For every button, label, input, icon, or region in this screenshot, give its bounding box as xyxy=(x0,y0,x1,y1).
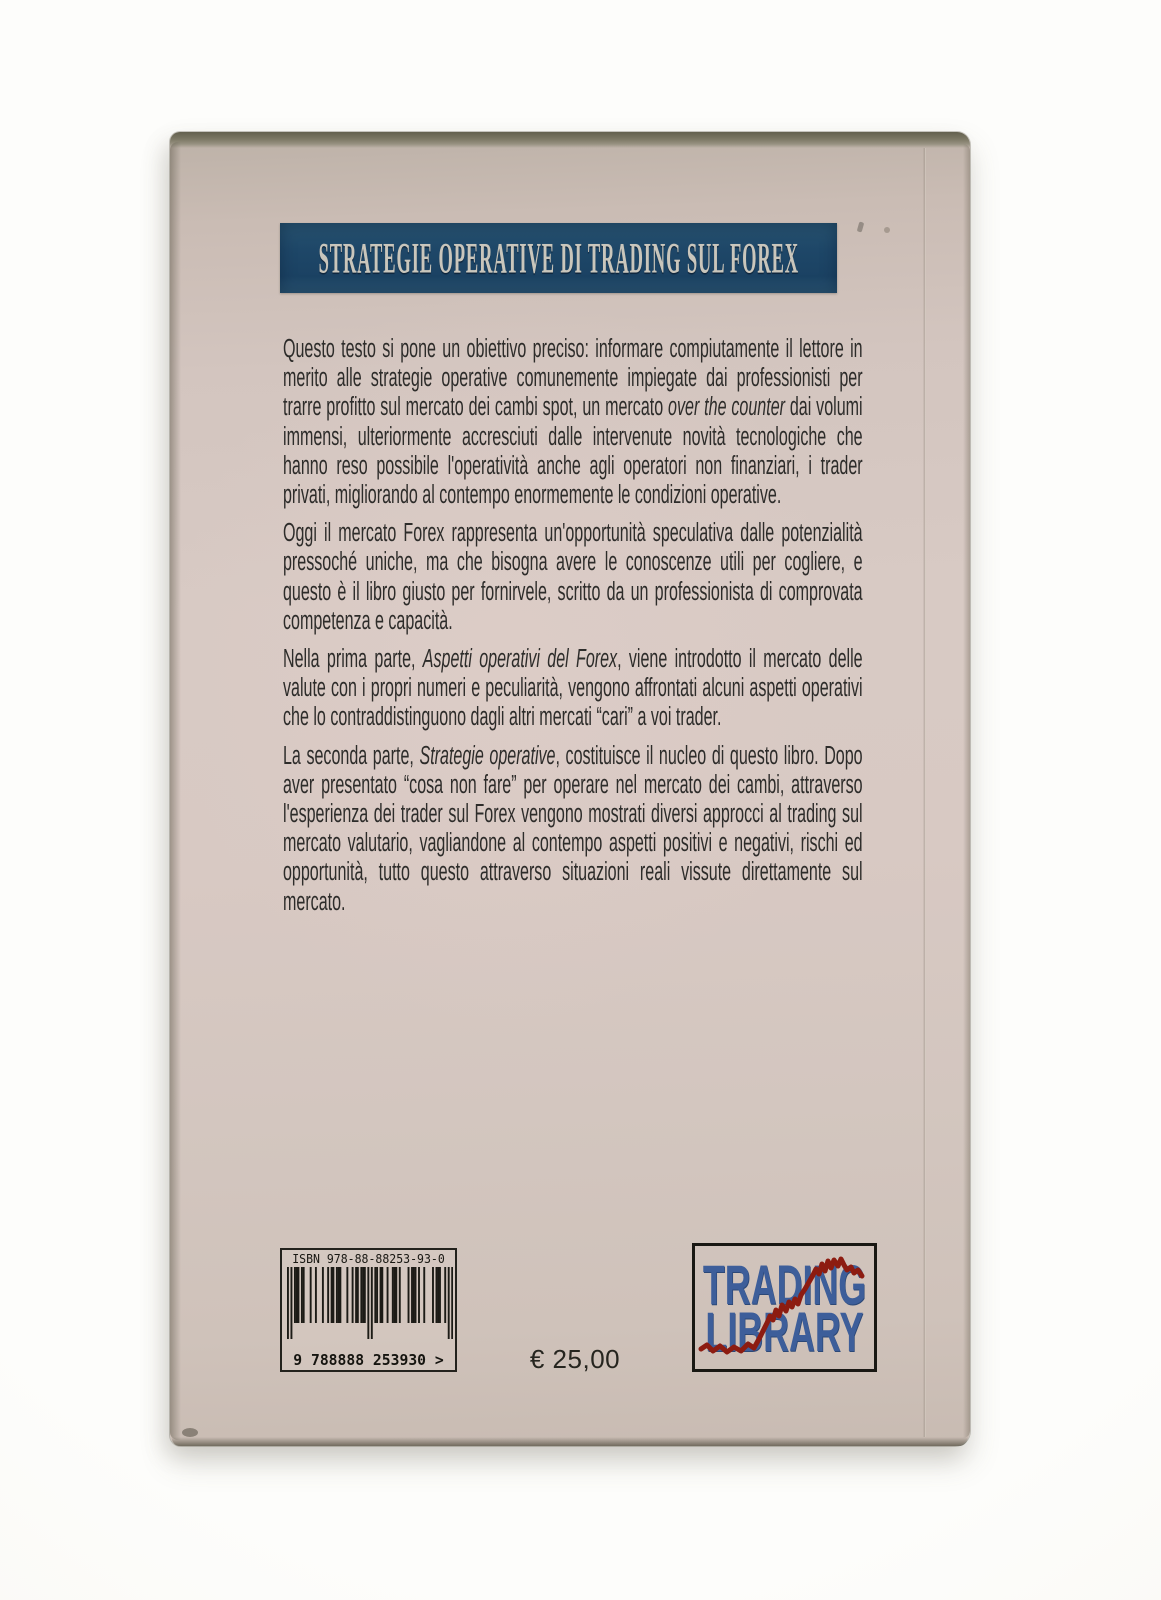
price-label: € 25,00 xyxy=(529,1344,621,1374)
title-banner xyxy=(280,223,837,293)
stock-chart-line-icon xyxy=(695,1246,874,1369)
isbn-label: ISBN 978-88-88253-93-0 xyxy=(292,1252,445,1266)
publisher-logo xyxy=(692,1243,877,1372)
blurb-text: dai volumi immensi, ulteriormente accresciuti dalle intervenute novità tecnologiche che hanno reso possibile l'operatività anche agli operatori non finanziari, i trader privati, migliorando al contempo enormemente le condizioni operative. xyxy=(283,393,863,510)
blurb-italic-phrase: Aspetti operativi del Forex xyxy=(422,645,618,674)
cover-speck xyxy=(857,222,865,233)
barcode-bars xyxy=(287,1267,453,1341)
blurb-text: Oggi il mercato Forex rappresenta un'opportunità speculativa dalle potenzialità pressoché uniche, ma che bisogna avere le conoscenze utili per cogliere, e questo è il libro giusto per fornirvele, scritto da un professionista di comprovata competenza e capacità. xyxy=(283,519,863,635)
blurb-paragraph-3 xyxy=(283,645,863,733)
isbn-barcode xyxy=(280,1248,457,1372)
blurb-text: Questo testo si pone un obiettivo preciso: informare compiutamente il lettore in merito alle strategie operative comunemente impiegate dai professionisti per trarre profitto sul mercato dei cambi spot, un mercato xyxy=(283,335,863,422)
book-top-edge xyxy=(170,132,970,148)
blurb-paragraph-4 xyxy=(283,742,863,917)
book-left-edge xyxy=(170,142,181,1440)
blurb-italic-phrase: Strategie operative xyxy=(419,741,556,770)
blurb-text: , viene introdotto il mercato delle valute con i propri numeri e peculiarità, vengono affrontati alcuni aspetti operativi che lo contraddistinguono dagli altri mercati “cari” a voi trader. xyxy=(283,645,863,732)
cover-speck xyxy=(884,227,890,233)
book-bottom-edge xyxy=(172,1437,968,1446)
cover-crease xyxy=(923,148,926,1437)
blurb-italic-phrase: over the counter xyxy=(668,393,785,422)
publisher-name-line1: TRADING xyxy=(702,1252,867,1316)
cover-worn-corner xyxy=(182,1428,198,1437)
blurb-text: Nella prima parte, xyxy=(283,645,423,674)
blurb-text: La seconda parte, xyxy=(283,741,420,770)
barcode-digits: 9 788888 253930 > xyxy=(293,1351,444,1369)
blurb-text: , costituisce il nucleo di questo libro. Dopo aver presentato “cosa non fare” per operare nel mercato dei cambi, attraverso l'esperienza dei trader sul Forex vengono mostrati diversi approcci al trading sul mercato valutario, vagliandone al contempo aspetti positivi e negativi, rischi ed opportunità, tutto questo attraverso situazioni reali vissute direttamente sul mercato. xyxy=(283,741,863,916)
blurb-paragraph-1 xyxy=(283,335,863,510)
publisher-name-line2: LIBRARY xyxy=(705,1299,864,1363)
blurb-paragraph-2 xyxy=(283,519,863,636)
book-back-cover xyxy=(170,132,970,1446)
back-cover-blurb xyxy=(283,335,863,926)
book-title: STRATEGIE OPERATIVE DI TRADING SUL FOREX xyxy=(318,233,799,283)
book-right-edge xyxy=(963,144,970,1438)
